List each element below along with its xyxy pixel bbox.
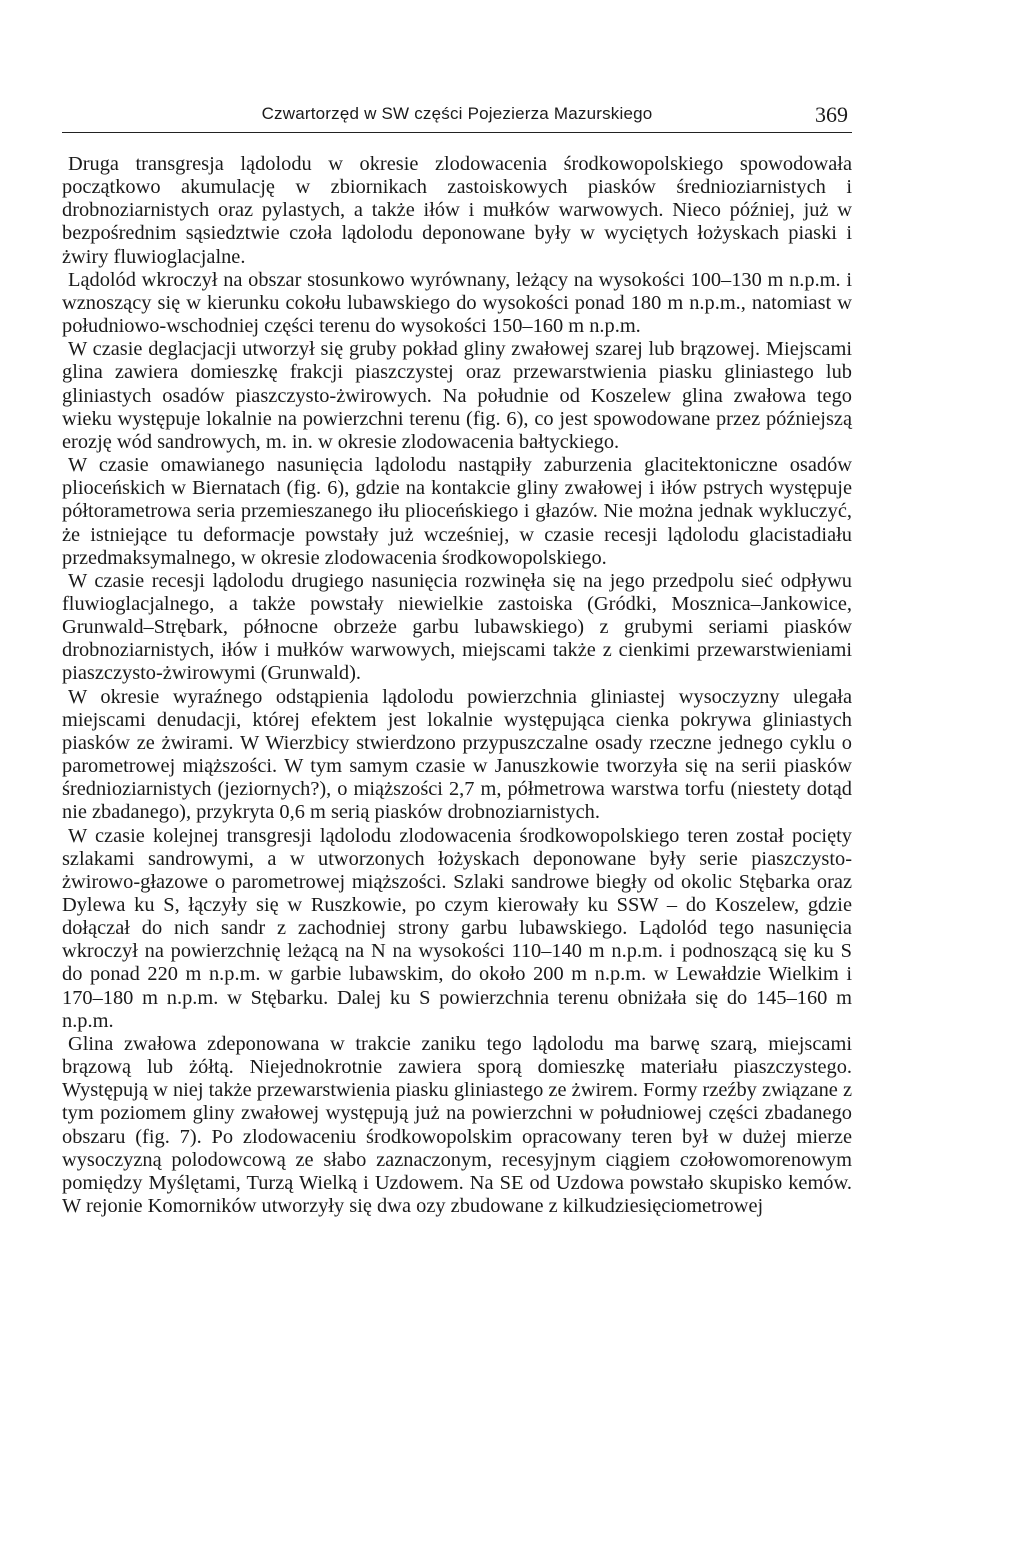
- document-page: [62, 98, 852, 1218]
- paragraph: W czasie kolejnej transgresji lądolodu zlodowacenia środkowopolskiego teren został pocięty szlakami sandrowymi, a w utworzonych łożyskach deponowane były serie piaszczysto-żwirowo-głazowe o parometrowej miąższości. Szlaki sandrowe biegły od okolic Stębarka oraz Dylewa ku S, łączyły się w Ruszkowie, po czym kierowały ku SSW – do Koszelew, gdzie dołączał do nich sandr z zachodniej strony garbu lubawskiego. Lądolód tego nasunięcia wkroczył na powierzchnię leżącą na N na wysokości 110–140 m n.p.m. i podnoszącą się ku S do ponad 220 m n.p.m. w garbie lubawskim, do około 200 m n.p.m. w Lewałdzie Wielkim i 170–180 m n.p.m. w Stębarku. Dalej ku S powierzchnia terenu obniżała się do 145–160 m n.p.m.: [62, 824, 852, 1032]
- paragraph: W czasie deglacjacji utworzył się gruby pokład gliny zwałowej szarej lub brązowej. Miejscami glina zawiera domieszkę frakcji piaszczystej oraz przewarstwienia piasku gliniastego lub gliniastych osadów piaszczysto-żwirowych. Na południe od Koszelew glina zwałowa tego wieku występuje lokalnie na powierzchni terenu (fig. 6), co jest spowodowane przez późniejszą erozję wód sandrowych, m. in. w okresie zlodowacenia bałtyckiego.: [62, 338, 852, 453]
- body-text: [62, 153, 852, 1218]
- paragraph: W czasie recesji lądolodu drugiego nasunięcia rozwinęła się na jego przedpolu sieć odpływu fluwioglacjalnego, a także powstały niewielkie zastoiska (Gródki, Mosznica–Jankowice, Grunwald–Strębark, północne obrzeże garbu lubawskiego) z grubymi seriami piasków drobnoziarnistych, iłów i mułków warwowych, miejscami także z cienkimi przewarstwieniami piaszczysto-żwirowymi (Grunwald).: [62, 569, 852, 685]
- paragraph: Druga transgresja lądolodu w okresie zlodowacenia środkowopolskiego spowodowała początkowo akumulację w zbiornikach zastoiskowych piasków średnioziarnistych i drobnoziarnistych oraz pylastych, a także iłów i mułków warwowych. Nieco później, już w bezpośrednim sąsiedztwie czoła lądolodu deponowane były w wyciętych łożyskach piaski i żwiry fluwioglacjalne.: [62, 153, 852, 268]
- paragraph: W okresie wyraźnego odstąpienia lądolodu powierzchnia gliniastej wysoczyzny ulegała miejscami denudacji, której efektem jest lokalnie występująca cienka pokrywa gliniastych piasków ze żwirami. W Wierzbicy stwierdzono przypuszczalne osady rzeczne jednego cyklu o parometrowej miąższości. W tym samym czasie w Januszkowie tworzyła się na serii piasków średnioziarnistych (jeziornych?), o miąższości 2,7 m, półmetrowa warstwa torfu (niestety dotąd nie zbadanego), przykryta 0,6 m serią piasków drobnoziarnistych.: [62, 685, 852, 824]
- paragraph: Lądolód wkroczył na obszar stosunkowo wyrównany, leżący na wysokości 100–130 m n.p.m. i wznoszący się w kierunku cokołu lubawskiego do wysokości ponad 180 m n.p.m., natomiast w południowo-wschodniej części terenu do wysokości 150–160 m n.p.m.: [62, 268, 852, 338]
- page-header: [62, 98, 852, 133]
- paragraph: Glina zwałowa zdeponowana w trakcie zaniku tego lądolodu ma barwę szarą, miejscami brązową lub żółtą. Niejednokrotnie zawiera sporą domieszkę materiału piaszczystego. Występują w niej także przewarstwienia piasku gliniastego ze żwirem. Formy rzeźby związane z tym poziomem gliny zwałowej występują już na powierzchni w południowej części zbadanego obszaru (fig. 7). Po zlodowaceniu środkowopolskim opracowany teren był w dużej mierze wysoczyzną polodowcową ze słabo zaznaczonym, recesyjnym ciągiem czołowomorenowym pomiędzy Myślętami, Turzą Wielką i Uzdowem. Na SE od Uzdowa powstało skupisko kemów. W rejonie Komorników utworzyły się dwa ozy zbudowane z kilkudziesięciometrowej: [62, 1032, 852, 1218]
- page-number: 369: [815, 102, 848, 127]
- running-title: Czwartorzęd w SW części Pojezierza Mazurskiego: [261, 104, 653, 123]
- paragraph: W czasie omawianego nasunięcia lądolodu nastąpiły zaburzenia glacitektoniczne osadów plioceńskich w Biernatach (fig. 6), gdzie na kontakcie gliny zwałowej i iłów pstrych występuje półtorametrowa seria przemieszanego iłu plioceńskiego i głazów. Nie można jednak wykluczyć, że istniejące tu deformacje powstały już wcześniej, w czasie recesji lądolodu glacistadiału przedmaksymalnego, w okresie zlodowacenia środkowopolskiego.: [62, 454, 852, 569]
